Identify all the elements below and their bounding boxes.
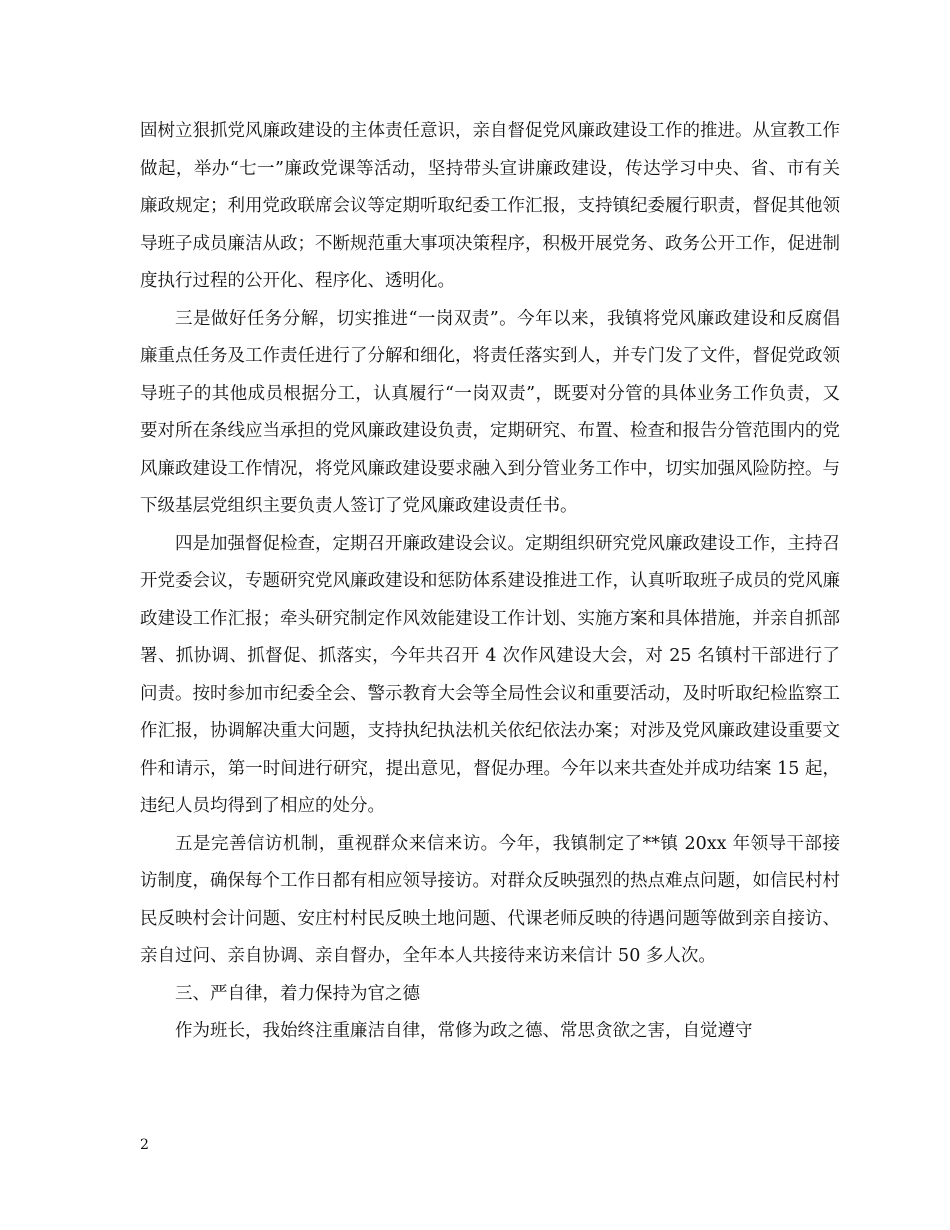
paragraph-self-discipline: 作为班长，我始终注重廉洁自律，常修为政之德、常思贪欲之害，自觉遵守: [175, 1021, 753, 1041]
paragraph-continuation: 固树立狠抓党风廉政建设的主体责任意识，亲自督促党风廉政建设工作的推进。从宣教工作做起，举办“七一”廉政党课等活动，坚持带头宣讲廉政建设，传达学习中央、省、市有关廉政规定；利用党政联席会议等定期听取纪委工作汇报，支持镇纪委履行职责，督促其他领导班子成员廉洁从政；不断规范重大事项决策程序，积极开展党务、政务公开工作，促进制度执行过程的公开化、程序化、透明化。: [140, 121, 840, 291]
page-number: 2: [140, 1137, 149, 1153]
section-heading-self-discipline: 三、严自律，着力保持为官之德: [175, 983, 420, 1004]
paragraph-supervision-inspection: 四是加强督促检查，定期召开廉政建设会议。定期组织研究党风廉政建设工作，主持召开党委会议，专题研究党风廉政建设和惩防体系建设推进工作，认真听取班子成员的党风廉政建设工作汇报；牵头研究制定作风效能建设工作计划、实施方案和具体措施，并亲自抓部署、抓协调、抓督促、抓落实，今年共召开 4 次作风建设大会，对 25 名镇村干部进行了问责。按时参加市纪委全会、警示教育大会等全局性会议和重要活动，及时听取纪检监察工作汇报，协调解决重大问题，支持执纪执法机关依纪依法办案；对涉及党风廉政建设重要文件和请示，第一时间进行研究，提出意见，督促办理。今年以来共查处并成功结案 15 起，违纪人员均得到了相应的处分。: [140, 533, 840, 816]
paragraph-petition-mechanism: 五是完善信访机制，重视群众来信来访。今年，我镇制定了**镇 20xx 年领导干部接访制度，确保每个工作日都有相应领导接访。对群众反映强烈的热点难点问题，如信民村村民反映村会计问题、安庄村村民反映土地问题、代课老师反映的待遇问题等做到亲自接访、亲自过问、亲自协调、亲自督办，全年本人共接待来访来信计 50 多人次。: [140, 833, 840, 966]
body-text: [140, 113, 840, 1051]
paragraph-task-decomposition: 三是做好任务分解，切实推进“一岗双责”。今年以来，我镇将党风廉政建设和反腐倡廉重点任务及工作责任进行了分解和细化，将责任落实到人，并专门发了文件，督促党政领导班子的其他成员根据分工，认真履行“一岗双责”，既要对分管的具体业务工作负责，又要对所在条线应当承担的党风廉政建设负责，定期研究、布置、检查和报告分管范围内的党风廉政建设工作情况，将党风廉政建设要求融入到分管业务工作中，切实加强风险防控。与下级基层党组织主要负责人签订了党风廉政建设责任书。: [140, 308, 840, 516]
